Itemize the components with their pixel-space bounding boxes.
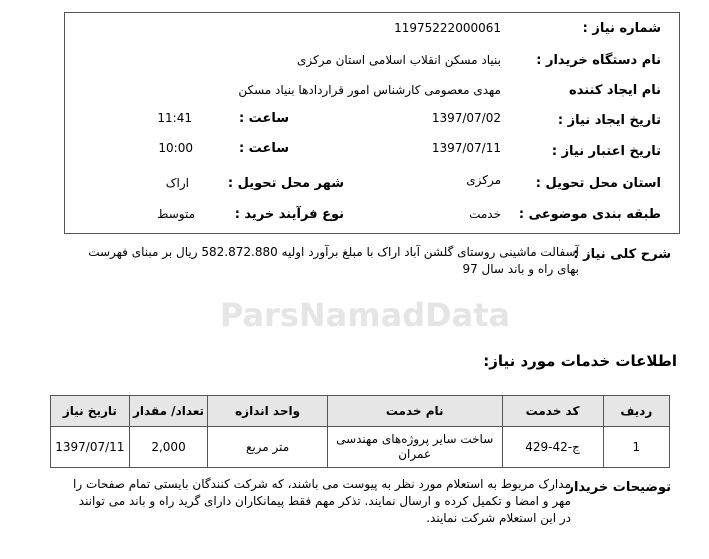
col-date: تاریخ نیاز — [51, 396, 130, 427]
valid-time: 10:00 — [158, 141, 193, 155]
services-header-row — [51, 396, 670, 427]
col-code: کد خدمت — [502, 396, 603, 427]
buyer-label: نام دستگاه خریدار : — [536, 53, 661, 68]
services-title: اطلاعات خدمات مورد نیاز: — [483, 352, 677, 370]
col-name: نام خدمت — [327, 396, 502, 427]
valid-date-label: تاریخ اعتبار نیاز : — [551, 144, 661, 159]
notes-text: مدارک مربوط به استعلام مورد نظر به پیوست می باشند، که شرکت کنندگان بایستی تمام صفحات را مهر و امضا و تکمیل کرده و ارسال نمایند. تذکر مهم فقط پیمانکاران دارای گرید راه و باند می توانند در این استعلام شرکت نمایند. — [73, 477, 571, 525]
category-label: طبقه بندی موضوعی : — [518, 207, 661, 222]
cell-row: 1 — [603, 427, 669, 468]
col-qty: تعداد/ مقدار — [129, 396, 208, 427]
cell-unit: متر مربع — [208, 427, 328, 468]
process-label: نوع فرآیند خرید : — [234, 207, 344, 222]
cell-code: ج-42-429 — [502, 427, 603, 468]
province-label: استان محل تحویل : — [535, 176, 661, 191]
need-number-label: شماره نیاز : — [582, 21, 661, 36]
created-date: 1397/07/02 — [431, 111, 501, 125]
province: مرکزی — [466, 173, 501, 187]
cell-date: 1397/07/11 — [51, 427, 130, 468]
col-row: ردیف — [603, 396, 669, 427]
table-row — [51, 427, 670, 468]
notes-label: توضیحات خریدار — [566, 480, 671, 495]
category: خدمت — [469, 207, 501, 221]
cell-name: ساخت سایر پروژه‌های مهندسی عمران — [327, 427, 502, 468]
services-table — [50, 395, 670, 468]
created-time: 11:41 — [157, 111, 192, 125]
process: متوسط — [157, 207, 195, 221]
created-time-label: ساعت : — [238, 111, 289, 126]
col-unit: واحد اندازه — [208, 396, 328, 427]
valid-date: 1397/07/11 — [431, 141, 501, 155]
created-date-label: تاریخ ایجاد نیاز : — [557, 113, 661, 128]
city-label: شهر محل تحویل : — [227, 176, 344, 191]
need-info-box — [64, 12, 680, 234]
need-number: 11975222000061 — [394, 21, 501, 35]
creator: مهدی معصومی کارشناس امور قراردادها بنیاد مسکن — [238, 83, 501, 97]
cell-qty: 2,000 — [129, 427, 208, 468]
buyer: بنیاد مسکن انقلاب اسلامی استان مرکزی — [297, 53, 501, 67]
city: اراک — [165, 176, 189, 190]
description-label: شرح کلی نیاز : — [573, 247, 671, 262]
creator-label: نام ایجاد کننده — [569, 83, 661, 98]
description-text: آسفالت ماشینی روستای گلشن آباد اراک با مبلغ برآورد اولیه 582.872.880 ریال بر مبنای فهرست بهای راه و باند سال 97 — [88, 245, 579, 276]
watermark: ParsNamadData — [219, 296, 511, 334]
valid-time-label: ساعت : — [238, 141, 289, 156]
